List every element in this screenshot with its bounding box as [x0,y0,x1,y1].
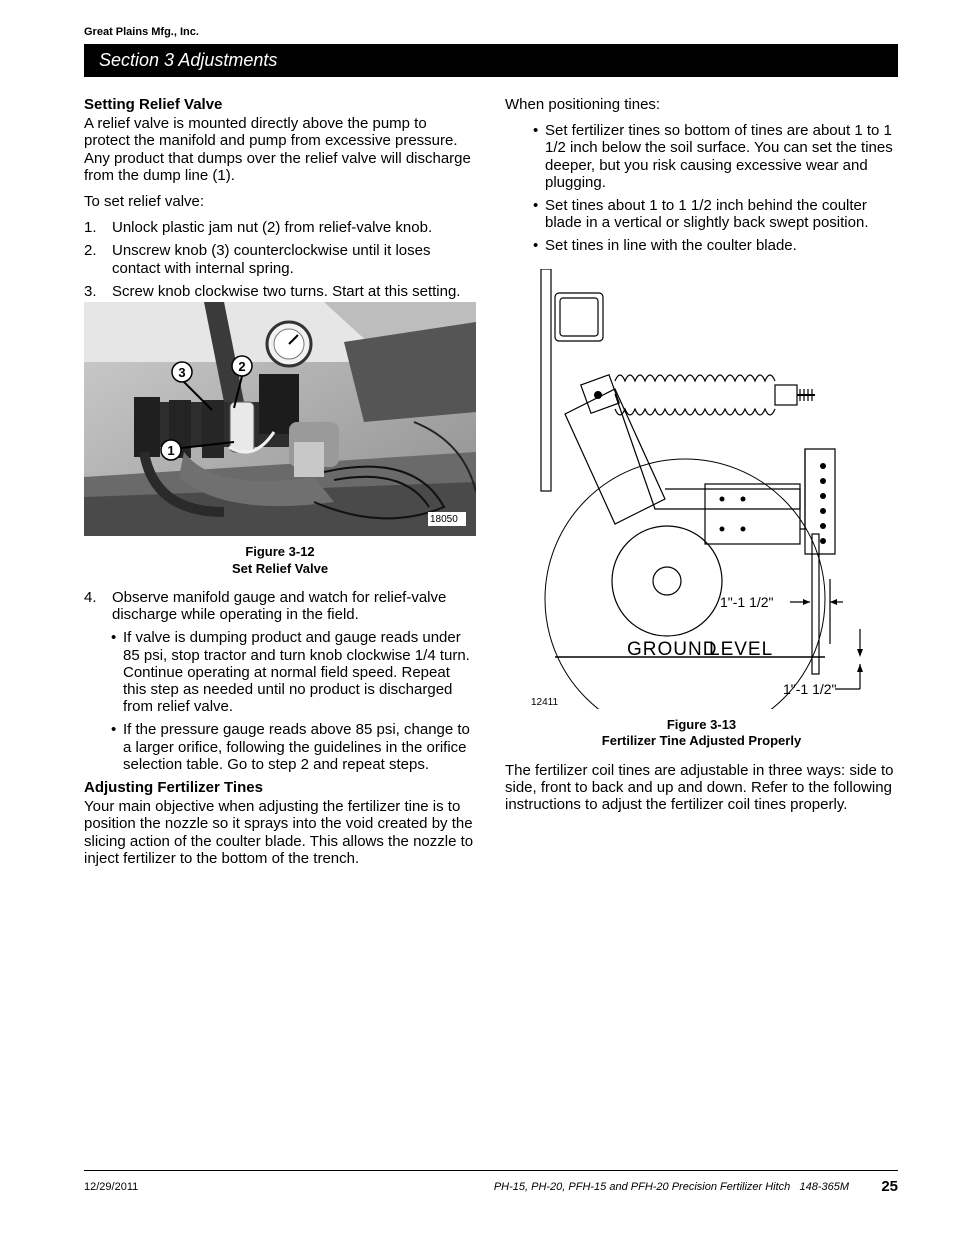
list-item: • If the pressure gauge reads above 85 psi, change to a larger orifice, following the guidelines in the orifice selection table. Go to step 2 and repeat steps. [111,721,476,773]
list-item: • Set fertilizer tines so bottom of tines are about 1 to 1 1/2 inch below the soil surface. You can set the tines deeper, but you risk causing excessive wear and plugging. [533,122,898,191]
relief-steps-continued [84,589,476,623]
list-item: • If valve is dumping product and gauge reads under 85 psi, stop tractor and turn knob clockwise 1/4 turn. Continue operating at normal field speed. Repeat this step as needed until no product is discharged from relief valve. [111,629,476,715]
step-item [84,242,476,276]
figure-3-13-caption [505,717,898,750]
tine-line-drawing [505,269,898,709]
relief-valve-photo [84,302,476,536]
footer-date: 12/29/2011 [84,1181,139,1193]
ground-label-b: LEVEL [709,638,774,660]
step-item [84,219,476,236]
footer-manual-title: PH-15, PH-20, PFH-15 and PFH-20 Precision Fertilizer Hitch 148-365M [493,1181,849,1193]
positioning-lead: When positioning tines: [505,96,661,113]
step-item [84,283,476,300]
figure-number: Figure 3-13 [666,716,737,732]
section-header-bar [84,44,898,77]
photo-id-label: 18050 [430,514,458,526]
right-column [505,96,898,813]
dimension-horizontal: 1"-1 1/2" [720,593,774,610]
step-text: Observe manifold gauge and watch for relief-valve discharge while operating in the field. [112,589,447,624]
page-number: 25 [881,1178,898,1195]
step-text: Unscrew knob (3) counterclockwise until it loses contact with internal spring. [112,242,431,277]
step-number: 4. [84,589,97,607]
list-item: • Set tines in line with the coulter blade. [533,237,898,254]
dimension-vertical: 1"-1 1/2" [783,680,837,697]
fertilizer-tine-drawing [505,269,898,709]
ground-label-a: GROUND [627,638,718,660]
svg-text:3: 3 [178,365,186,381]
figure-title: Set Relief Valve [231,560,329,576]
relief-steps-list [84,219,476,300]
relief-valve-lead: To set relief valve: [84,193,205,211]
fertilizer-tines-heading: Adjusting Fertilizer Tines [84,779,263,797]
relief-valve-intro: A relief valve is mounted directly above the pump to protect the manifold and pump from excessive pressure. Any product that dumps over the relief valve will discharge from the dump line (1). [84,115,471,184]
svg-text:1: 1 [167,443,175,459]
step-item [84,589,476,623]
drawing-id-label: 12411 [531,696,559,708]
footer-rule [84,1170,898,1171]
figure-3-12-caption [84,544,476,577]
list-item: • Set tines about 1 to 1 1/2 inch behind the coulter blade in a vertical or slightly back swept position. [533,197,898,231]
left-column [84,96,476,867]
step-number: 1. [84,219,97,237]
step-text: Screw knob clockwise two turns. Start at this setting. [112,282,461,300]
step-4-bullets [111,629,476,773]
callout-3 [172,362,192,382]
step-number: 2. [84,242,97,260]
figure-title: Fertilizer Tine Adjusted Properly [601,733,802,749]
step-number: 3. [84,282,97,300]
section-title: Section 3 Adjustments [99,50,278,70]
positioning-bullets [533,122,898,254]
svg-text:2: 2 [238,359,246,375]
figure-number: Figure 3-12 [245,544,315,560]
callout-1 [161,440,181,460]
callout-2 [232,356,252,376]
step-text: Unlock plastic jam nut (2) from relief-valve knob. [112,219,433,237]
fertilizer-tines-text: Your main objective when adjusting the fertilizer tine is to position the nozzle so it sprays into the void created by the slicing action of the coulter blade. This allows the nozzle to inject fertilizer to the bottom of the trench. [84,798,474,867]
relief-valve-illustration [84,302,476,536]
closing-paragraph: The fertilizer coil tines are adjustable in three ways: side to side, front to back and up and down. Refer to the following instructions to adjust the fertilizer coil tines properly. [505,761,894,814]
company-name: Great Plains Mfg., Inc. [84,26,199,38]
relief-valve-heading: Setting Relief Valve [84,96,223,113]
